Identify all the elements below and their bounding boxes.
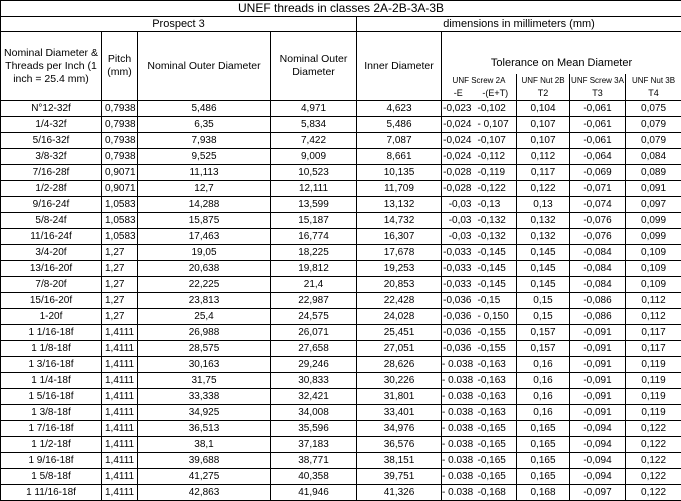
cell-thread: 3/8-32f: [1, 149, 102, 165]
cell-e: -0,036: [442, 341, 475, 357]
cell-t4: 0,119: [626, 373, 681, 389]
cell-t3: -0,086: [570, 293, 626, 309]
cell-t2: 0,15: [517, 293, 570, 309]
cell-t4: 0,122: [626, 485, 681, 501]
cell-thread: 1-20f: [1, 309, 102, 325]
header-unf-nut-3b: UNF Nut 3B: [626, 74, 681, 87]
cell-t4: 0,089: [626, 165, 681, 181]
cell-outer-diameter: 14,288: [138, 197, 271, 213]
table-row: [1, 261, 681, 277]
cell-t3: -0,091: [570, 405, 626, 421]
cell-e-plus-t: -0,132: [475, 229, 517, 245]
cell-t4: 0,117: [626, 341, 681, 357]
cell-outer-diameter-2: 13,599: [271, 197, 357, 213]
cell-t4: 0,097: [626, 197, 681, 213]
cell-e-plus-t: -0,163: [475, 389, 517, 405]
cell-inner-diameter: 16,307: [357, 229, 442, 245]
table-row: [1, 485, 681, 501]
cell-t3: -0,086: [570, 309, 626, 325]
cell-t2: 0,157: [517, 341, 570, 357]
header-pitch: Pitch (mm): [102, 32, 138, 101]
cell-thread: 1 5/16-18f: [1, 389, 102, 405]
cell-t2: 0,16: [517, 405, 570, 421]
table-row: [1, 181, 681, 197]
cell-e-plus-t: -0,119: [475, 165, 517, 181]
cell-outer-diameter-2: 16,774: [271, 229, 357, 245]
header-nominal: Nominal Diameter & Threads per Inch (1 inch = 25.4 mm): [1, 32, 102, 101]
cell-outer-diameter: 15,875: [138, 213, 271, 229]
table-row: [1, 245, 681, 261]
cell-e-plus-t: -0,155: [475, 325, 517, 341]
cell-t3: -0,069: [570, 165, 626, 181]
table-body: [1, 101, 681, 501]
cell-e: - 0.038: [442, 453, 475, 469]
cell-thread: 15/16-20f: [1, 293, 102, 309]
cell-e-plus-t: -0,145: [475, 261, 517, 277]
cell-t2: 0,168: [517, 485, 570, 501]
cell-t2: 0,132: [517, 229, 570, 245]
cell-e-plus-t: -0,112: [475, 149, 517, 165]
cell-outer-diameter: 26,988: [138, 325, 271, 341]
cell-thread: 1 11/16-18f: [1, 485, 102, 501]
cell-t2: 0,16: [517, 389, 570, 405]
cell-pitch: 0,9071: [102, 165, 138, 181]
cell-outer-diameter: 31,75: [138, 373, 271, 389]
cell-inner-diameter: 4,623: [357, 101, 442, 117]
header-tolerance: Tolerance on Mean Diameter: [442, 32, 681, 75]
cell-t4: 0,091: [626, 181, 681, 197]
cell-t3: -0,094: [570, 437, 626, 453]
cell-outer-diameter-2: 32,421: [271, 389, 357, 405]
cell-pitch: 1,27: [102, 261, 138, 277]
cell-e: - 0.038: [442, 389, 475, 405]
cell-e: -0,024: [442, 149, 475, 165]
cell-t4: 0,122: [626, 453, 681, 469]
cell-e-plus-t: -0,155: [475, 341, 517, 357]
cell-pitch: 1,0583: [102, 197, 138, 213]
cell-inner-diameter: 8,661: [357, 149, 442, 165]
cell-pitch: 0,7938: [102, 149, 138, 165]
cell-e-plus-t: -0,165: [475, 421, 517, 437]
cell-e: - 0.038: [442, 357, 475, 373]
cell-thread: 9/16-24f: [1, 197, 102, 213]
cell-e: - 0.038: [442, 469, 475, 485]
cell-t3: -0,061: [570, 133, 626, 149]
cell-thread: 13/16-20f: [1, 261, 102, 277]
cell-pitch: 1,27: [102, 277, 138, 293]
cell-t4: 0,099: [626, 213, 681, 229]
table-row: [1, 325, 681, 341]
cell-outer-diameter: 34,925: [138, 405, 271, 421]
cell-outer-diameter-2: 15,187: [271, 213, 357, 229]
cell-inner-diameter: 24,028: [357, 309, 442, 325]
cell-thread: 7/16-28f: [1, 165, 102, 181]
cell-t3: -0,094: [570, 469, 626, 485]
cell-outer-diameter: 22,225: [138, 277, 271, 293]
cell-pitch: 1,27: [102, 293, 138, 309]
cell-e: - 0.038: [442, 405, 475, 421]
cell-e-plus-t: - 0,150: [475, 309, 517, 325]
cell-t3: -0,076: [570, 213, 626, 229]
cell-t3: -0,061: [570, 101, 626, 117]
cell-inner-diameter: 36,576: [357, 437, 442, 453]
cell-pitch: 1,27: [102, 309, 138, 325]
cell-thread: 1/2-28f: [1, 181, 102, 197]
cell-thread: 5/8-24f: [1, 213, 102, 229]
header-t4: T4: [626, 87, 681, 101]
cell-t2: 0,145: [517, 261, 570, 277]
cell-t3: -0,091: [570, 373, 626, 389]
cell-t2: 0,157: [517, 325, 570, 341]
table-row: [1, 453, 681, 469]
cell-t2: 0,13: [517, 197, 570, 213]
cell-e-plus-t: -0,107: [475, 133, 517, 149]
cell-t2: 0,132: [517, 213, 570, 229]
cell-pitch: 1,0583: [102, 229, 138, 245]
cell-pitch: 0,7938: [102, 101, 138, 117]
cell-e: -0,036: [442, 293, 475, 309]
cell-inner-diameter: 11,709: [357, 181, 442, 197]
cell-t4: 0,122: [626, 437, 681, 453]
cell-inner-diameter: 14,732: [357, 213, 442, 229]
cell-pitch: 1,4111: [102, 453, 138, 469]
cell-t3: -0,064: [570, 149, 626, 165]
cell-outer-diameter-2: 37,183: [271, 437, 357, 453]
cell-outer-diameter-2: 7,422: [271, 133, 357, 149]
cell-t4: 0,119: [626, 389, 681, 405]
cell-e-plus-t: -0,163: [475, 373, 517, 389]
cell-e-plus-t: -0,165: [475, 453, 517, 469]
cell-e: - 0.038: [442, 373, 475, 389]
cell-e: - 0.038: [442, 485, 475, 501]
cell-outer-diameter-2: 41,946: [271, 485, 357, 501]
cell-t4: 0,099: [626, 229, 681, 245]
cell-thread: N°12-32f: [1, 101, 102, 117]
cell-outer-diameter: 42,863: [138, 485, 271, 501]
cell-t3: -0,061: [570, 117, 626, 133]
cell-t3: -0,084: [570, 245, 626, 261]
cell-e-plus-t: -0,145: [475, 245, 517, 261]
cell-e: -0,03: [442, 197, 475, 213]
cell-thread: 1 1/8-18f: [1, 341, 102, 357]
table-row: [1, 117, 681, 133]
cell-inner-diameter: 27,051: [357, 341, 442, 357]
cell-t2: 0,165: [517, 469, 570, 485]
cell-pitch: 1,27: [102, 245, 138, 261]
cell-outer-diameter-2: 10,523: [271, 165, 357, 181]
cell-pitch: 1,4111: [102, 421, 138, 437]
cell-t2: 0,16: [517, 357, 570, 373]
cell-outer-diameter: 38,1: [138, 437, 271, 453]
cell-pitch: 1,4111: [102, 469, 138, 485]
cell-inner-diameter: 10,135: [357, 165, 442, 181]
header-unf-nut-2b: UNF Nut 2B: [517, 74, 570, 87]
cell-t4: 0,119: [626, 405, 681, 421]
cell-e-plus-t: -0,163: [475, 357, 517, 373]
cell-thread: 1 3/8-18f: [1, 405, 102, 421]
prospect-label: Prospect 3: [1, 17, 357, 32]
cell-outer-diameter-2: 9,009: [271, 149, 357, 165]
cell-t2: 0,107: [517, 133, 570, 149]
cell-outer-diameter: 25,4: [138, 309, 271, 325]
cell-pitch: 1,4111: [102, 325, 138, 341]
cell-pitch: 1,4111: [102, 389, 138, 405]
cell-e-plus-t: -0,165: [475, 469, 517, 485]
cell-outer-diameter: 11,113: [138, 165, 271, 181]
cell-pitch: 1,4111: [102, 357, 138, 373]
cell-inner-diameter: 34,976: [357, 421, 442, 437]
table-row: [1, 165, 681, 181]
cell-outer-diameter: 39,688: [138, 453, 271, 469]
cell-e-plus-t: -0,122: [475, 181, 517, 197]
cell-outer-diameter-2: 22,987: [271, 293, 357, 309]
cell-outer-diameter: 30,163: [138, 357, 271, 373]
cell-outer-diameter-2: 21,4: [271, 277, 357, 293]
cell-t4: 0,079: [626, 117, 681, 133]
cell-thread: 1 1/4-18f: [1, 373, 102, 389]
cell-t4: 0,109: [626, 277, 681, 293]
cell-inner-diameter: 39,751: [357, 469, 442, 485]
table-row: [1, 101, 681, 117]
cell-outer-diameter-2: 29,246: [271, 357, 357, 373]
cell-outer-diameter-2: 26,071: [271, 325, 357, 341]
cell-e-plus-t: -0,165: [475, 437, 517, 453]
table-row: [1, 277, 681, 293]
header-outer-diameter-2: Nominal Outer Diameter: [271, 32, 357, 101]
cell-t3: -0,084: [570, 277, 626, 293]
cell-e-plus-t: -0,132: [475, 213, 517, 229]
cell-inner-diameter: 7,087: [357, 133, 442, 149]
cell-inner-diameter: 31,801: [357, 389, 442, 405]
cell-t3: -0,091: [570, 389, 626, 405]
cell-t2: 0,145: [517, 277, 570, 293]
table-row: [1, 389, 681, 405]
cell-t2: 0,165: [517, 437, 570, 453]
cell-outer-diameter: 33,338: [138, 389, 271, 405]
cell-t4: 0,109: [626, 261, 681, 277]
cell-pitch: 1,4111: [102, 341, 138, 357]
cell-outer-diameter: 6,35: [138, 117, 271, 133]
cell-t2: 0,117: [517, 165, 570, 181]
cell-outer-diameter-2: 27,658: [271, 341, 357, 357]
cell-outer-diameter: 5,486: [138, 101, 271, 117]
cell-outer-diameter-2: 35,596: [271, 421, 357, 437]
cell-pitch: 1,0583: [102, 213, 138, 229]
cell-t4: 0,109: [626, 245, 681, 261]
header-t3: T3: [570, 87, 626, 101]
cell-thread: 1 1/2-18f: [1, 437, 102, 453]
cell-t3: -0,071: [570, 181, 626, 197]
table-row: [1, 213, 681, 229]
cell-t2: 0,165: [517, 421, 570, 437]
cell-inner-diameter: 17,678: [357, 245, 442, 261]
cell-thread: 1 9/16-18f: [1, 453, 102, 469]
cell-inner-diameter: 5,486: [357, 117, 442, 133]
cell-t2: 0,122: [517, 181, 570, 197]
cell-outer-diameter-2: 30,833: [271, 373, 357, 389]
cell-t2: 0,145: [517, 245, 570, 261]
table-row: [1, 373, 681, 389]
cell-t2: 0,16: [517, 373, 570, 389]
cell-inner-diameter: 25,451: [357, 325, 442, 341]
cell-t4: 0,084: [626, 149, 681, 165]
cell-e: -0,024: [442, 133, 475, 149]
cell-t3: -0,091: [570, 325, 626, 341]
cell-e: - 0.038: [442, 421, 475, 437]
header-unf-screw-2a: UNF Screw 2A: [442, 74, 517, 87]
cell-thread: 1/4-32f: [1, 117, 102, 133]
cell-outer-diameter-2: 5,834: [271, 117, 357, 133]
dimensions-label: dimensions in millimeters (mm): [357, 17, 681, 32]
cell-e: -0,023: [442, 101, 475, 117]
cell-t4: 0,117: [626, 325, 681, 341]
cell-e-plus-t: - 0,107: [475, 117, 517, 133]
cell-t4: 0,075: [626, 101, 681, 117]
cell-t2: 0,165: [517, 453, 570, 469]
cell-thread: 1 7/16-18f: [1, 421, 102, 437]
cell-outer-diameter-2: 4,971: [271, 101, 357, 117]
cell-t2: 0,104: [517, 101, 570, 117]
table-row: [1, 341, 681, 357]
cell-inner-diameter: 19,253: [357, 261, 442, 277]
cell-inner-diameter: 30,226: [357, 373, 442, 389]
cell-t3: -0,097: [570, 485, 626, 501]
cell-thread: 1 5/8-18f: [1, 469, 102, 485]
cell-t4: 0,122: [626, 421, 681, 437]
header-e: -E: [442, 87, 475, 101]
cell-outer-diameter-2: 18,225: [271, 245, 357, 261]
cell-inner-diameter: 13,132: [357, 197, 442, 213]
cell-outer-diameter-2: 38,771: [271, 453, 357, 469]
header-outer-diameter: Nominal Outer Diameter: [138, 32, 271, 101]
cell-thread: 1 1/16-18f: [1, 325, 102, 341]
cell-e: -0,033: [442, 245, 475, 261]
cell-outer-diameter-2: 34,008: [271, 405, 357, 421]
cell-t4: 0,079: [626, 133, 681, 149]
table-row: [1, 229, 681, 245]
table-row: [1, 149, 681, 165]
cell-outer-diameter: 23,813: [138, 293, 271, 309]
cell-t4: 0,122: [626, 469, 681, 485]
table-row: [1, 133, 681, 149]
cell-inner-diameter: 41,326: [357, 485, 442, 501]
cell-outer-diameter: 9,525: [138, 149, 271, 165]
header-unf-screw-3a: UNF Screw 3A: [570, 74, 626, 87]
cell-e: -0,024: [442, 117, 475, 133]
cell-thread: 5/16-32f: [1, 133, 102, 149]
cell-t2: 0,15: [517, 309, 570, 325]
cell-thread: 11/16-24f: [1, 229, 102, 245]
cell-e: -0,033: [442, 277, 475, 293]
cell-e: -0,036: [442, 325, 475, 341]
cell-e-plus-t: -0,163: [475, 405, 517, 421]
cell-outer-diameter: 17,463: [138, 229, 271, 245]
cell-e: -0,03: [442, 213, 475, 229]
cell-inner-diameter: 20,853: [357, 277, 442, 293]
cell-pitch: 1,4111: [102, 373, 138, 389]
cell-pitch: 0,9071: [102, 181, 138, 197]
cell-e: -0,036: [442, 309, 475, 325]
cell-outer-diameter: 12,7: [138, 181, 271, 197]
cell-e-plus-t: -0,13: [475, 197, 517, 213]
cell-inner-diameter: 38,151: [357, 453, 442, 469]
table-row: [1, 421, 681, 437]
cell-outer-diameter: 41,275: [138, 469, 271, 485]
cell-t3: -0,094: [570, 453, 626, 469]
cell-e: -0,03: [442, 229, 475, 245]
cell-e-plus-t: -0,168: [475, 485, 517, 501]
cell-t3: -0,091: [570, 341, 626, 357]
cell-t3: -0,076: [570, 229, 626, 245]
cell-inner-diameter: 22,428: [357, 293, 442, 309]
cell-t3: -0,084: [570, 261, 626, 277]
cell-t3: -0,094: [570, 421, 626, 437]
table-row: [1, 405, 681, 421]
cell-pitch: 0,7938: [102, 133, 138, 149]
cell-thread: 3/4-20f: [1, 245, 102, 261]
cell-t4: 0,112: [626, 293, 681, 309]
cell-e-plus-t: -0,102: [475, 101, 517, 117]
table-row: [1, 357, 681, 373]
cell-inner-diameter: 33,401: [357, 405, 442, 421]
cell-t2: 0,112: [517, 149, 570, 165]
cell-e-plus-t: -0,15: [475, 293, 517, 309]
cell-outer-diameter-2: 19,812: [271, 261, 357, 277]
cell-e: -0,033: [442, 261, 475, 277]
table-row: [1, 437, 681, 453]
cell-outer-diameter-2: 12,111: [271, 181, 357, 197]
header-inner-diameter: Inner Diameter: [357, 32, 442, 101]
cell-thread: 7/8-20f: [1, 277, 102, 293]
cell-t2: 0,107: [517, 117, 570, 133]
table-title: UNEF threads in classes 2A-2B-3A-3B: [1, 1, 681, 17]
header-e-plus-t: -(E+T): [475, 87, 517, 101]
table-row: [1, 293, 681, 309]
cell-outer-diameter: 19,05: [138, 245, 271, 261]
table-row: [1, 469, 681, 485]
cell-outer-diameter: 20,638: [138, 261, 271, 277]
cell-t4: 0,112: [626, 309, 681, 325]
cell-e: - 0.038: [442, 437, 475, 453]
cell-thread: 1 3/16-18f: [1, 357, 102, 373]
cell-e: -0,028: [442, 181, 475, 197]
cell-e-plus-t: -0,145: [475, 277, 517, 293]
cell-outer-diameter: 36,513: [138, 421, 271, 437]
cell-outer-diameter: 28,575: [138, 341, 271, 357]
header-t2: T2: [517, 87, 570, 101]
cell-outer-diameter-2: 40,358: [271, 469, 357, 485]
cell-inner-diameter: 28,626: [357, 357, 442, 373]
cell-t3: -0,074: [570, 197, 626, 213]
cell-outer-diameter: 7,938: [138, 133, 271, 149]
table-row: [1, 309, 681, 325]
cell-pitch: 1,4111: [102, 405, 138, 421]
cell-t4: 0,119: [626, 357, 681, 373]
cell-e: -0,028: [442, 165, 475, 181]
cell-t3: -0,091: [570, 357, 626, 373]
cell-pitch: 0,7938: [102, 117, 138, 133]
cell-outer-diameter-2: 24,575: [271, 309, 357, 325]
cell-pitch: 1,4111: [102, 437, 138, 453]
cell-pitch: 1,4111: [102, 485, 138, 501]
table-row: [1, 197, 681, 213]
